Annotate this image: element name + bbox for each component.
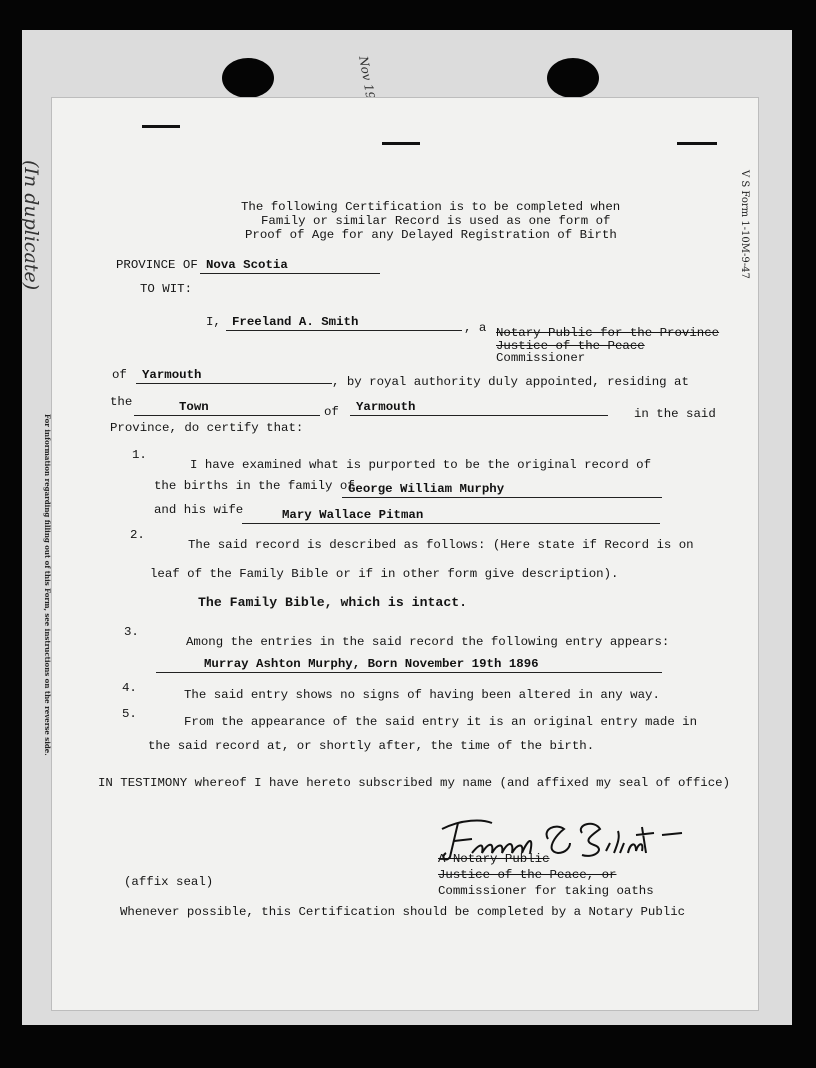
item-4-text: The said entry shows no signs of having been altered in any way. [184, 688, 660, 702]
residence-place-field: Yarmouth [136, 368, 332, 384]
item-1-text-a: I have examined what is purported to be the original record of [190, 458, 652, 472]
header-line-1: The following Certification is to be completed when [241, 200, 621, 214]
officer-title: Commissioner [496, 351, 586, 365]
municipality-type-field: Town [134, 400, 320, 416]
item-2-number: 2. [130, 528, 145, 542]
officer-comma-a: , a [464, 321, 487, 335]
instructions-note: For information regarding filling out of this Form, see instructions on the reverse side. [43, 414, 52, 756]
item-1-text-c: and his wife [154, 503, 244, 517]
the-label: the [110, 395, 133, 409]
item-2-text-b: leaf of the Family Bible or if in other form give description). [150, 567, 619, 581]
item-5-number: 5. [122, 707, 137, 721]
father-name-field: George William Murphy [342, 482, 662, 498]
item-1-text-b: the births in the family of [154, 479, 355, 493]
footer-note: Whenever possible, this Certification should be completed by a Notary Public [120, 905, 686, 919]
appointed-text: , by royal authority duly appointed, residing at [332, 375, 689, 389]
punch-hole-left [222, 58, 274, 98]
to-wit-label: TO WIT: [140, 282, 193, 296]
header-line-3: Proof of Age for any Delayed Registration of Birth [245, 228, 617, 242]
record-description: The Family Bible, which is intact. [198, 595, 468, 610]
item-2-text-a: The said record is described as follows: (Here state if Record is on [188, 538, 694, 552]
certification-form [43, 98, 758, 1010]
top-rule-right [677, 142, 717, 145]
item-1-number: 1. [132, 448, 147, 462]
affix-seal-label: (affix seal) [124, 875, 214, 889]
signer-title-struck-1: A Notary Public [438, 852, 550, 866]
item-3-text: Among the entries in the said record the following entry appears: [186, 635, 670, 649]
testimony-line: IN TESTIMONY whereof I have hereto subscribed my name (and affixed my seal of office) [98, 776, 731, 790]
signer-title-struck-2: Justice of the Peace, or [438, 868, 617, 882]
top-rule-center [382, 142, 420, 145]
punch-hole-right [547, 58, 599, 98]
entry-field: Murray Ashton Murphy, Born November 19th 1896 [156, 657, 662, 673]
of-label: of [112, 368, 127, 382]
officer-name-field: Freeland A. Smith [226, 315, 462, 331]
officer-i-label: I, [206, 315, 221, 329]
signer-title: Commissioner for taking oaths [438, 884, 654, 898]
item-5-text-a: From the appearance of the said entry it is an original entry made in [184, 715, 698, 729]
item-4-number: 4. [122, 681, 137, 695]
officer-title-struck-1: Notary Public for the Province [496, 326, 720, 340]
mother-name-field: Mary Wallace Pitman [242, 508, 660, 524]
municipality-name-field: Yarmouth [350, 400, 608, 416]
form-number: V S Form 1-10M-9-47 [739, 170, 750, 279]
item-5-text-b: the said record at, or shortly after, the time of the birth. [148, 739, 595, 753]
top-rule-left [142, 125, 180, 128]
officer-title-struck-2: Justice of the Peace [496, 339, 645, 353]
province-label: PROVINCE OF [116, 258, 198, 272]
header-line-2: Family or similar Record is used as one form of [261, 214, 611, 228]
certify-line: Province, do certify that: [110, 421, 304, 435]
handwritten-duplicate-note: (In duplicate) [20, 160, 42, 291]
of-label-2: of [324, 405, 339, 419]
province-field: Nova Scotia [200, 258, 380, 274]
in-the-said: in the said [634, 407, 716, 421]
item-3-number: 3. [124, 625, 139, 639]
